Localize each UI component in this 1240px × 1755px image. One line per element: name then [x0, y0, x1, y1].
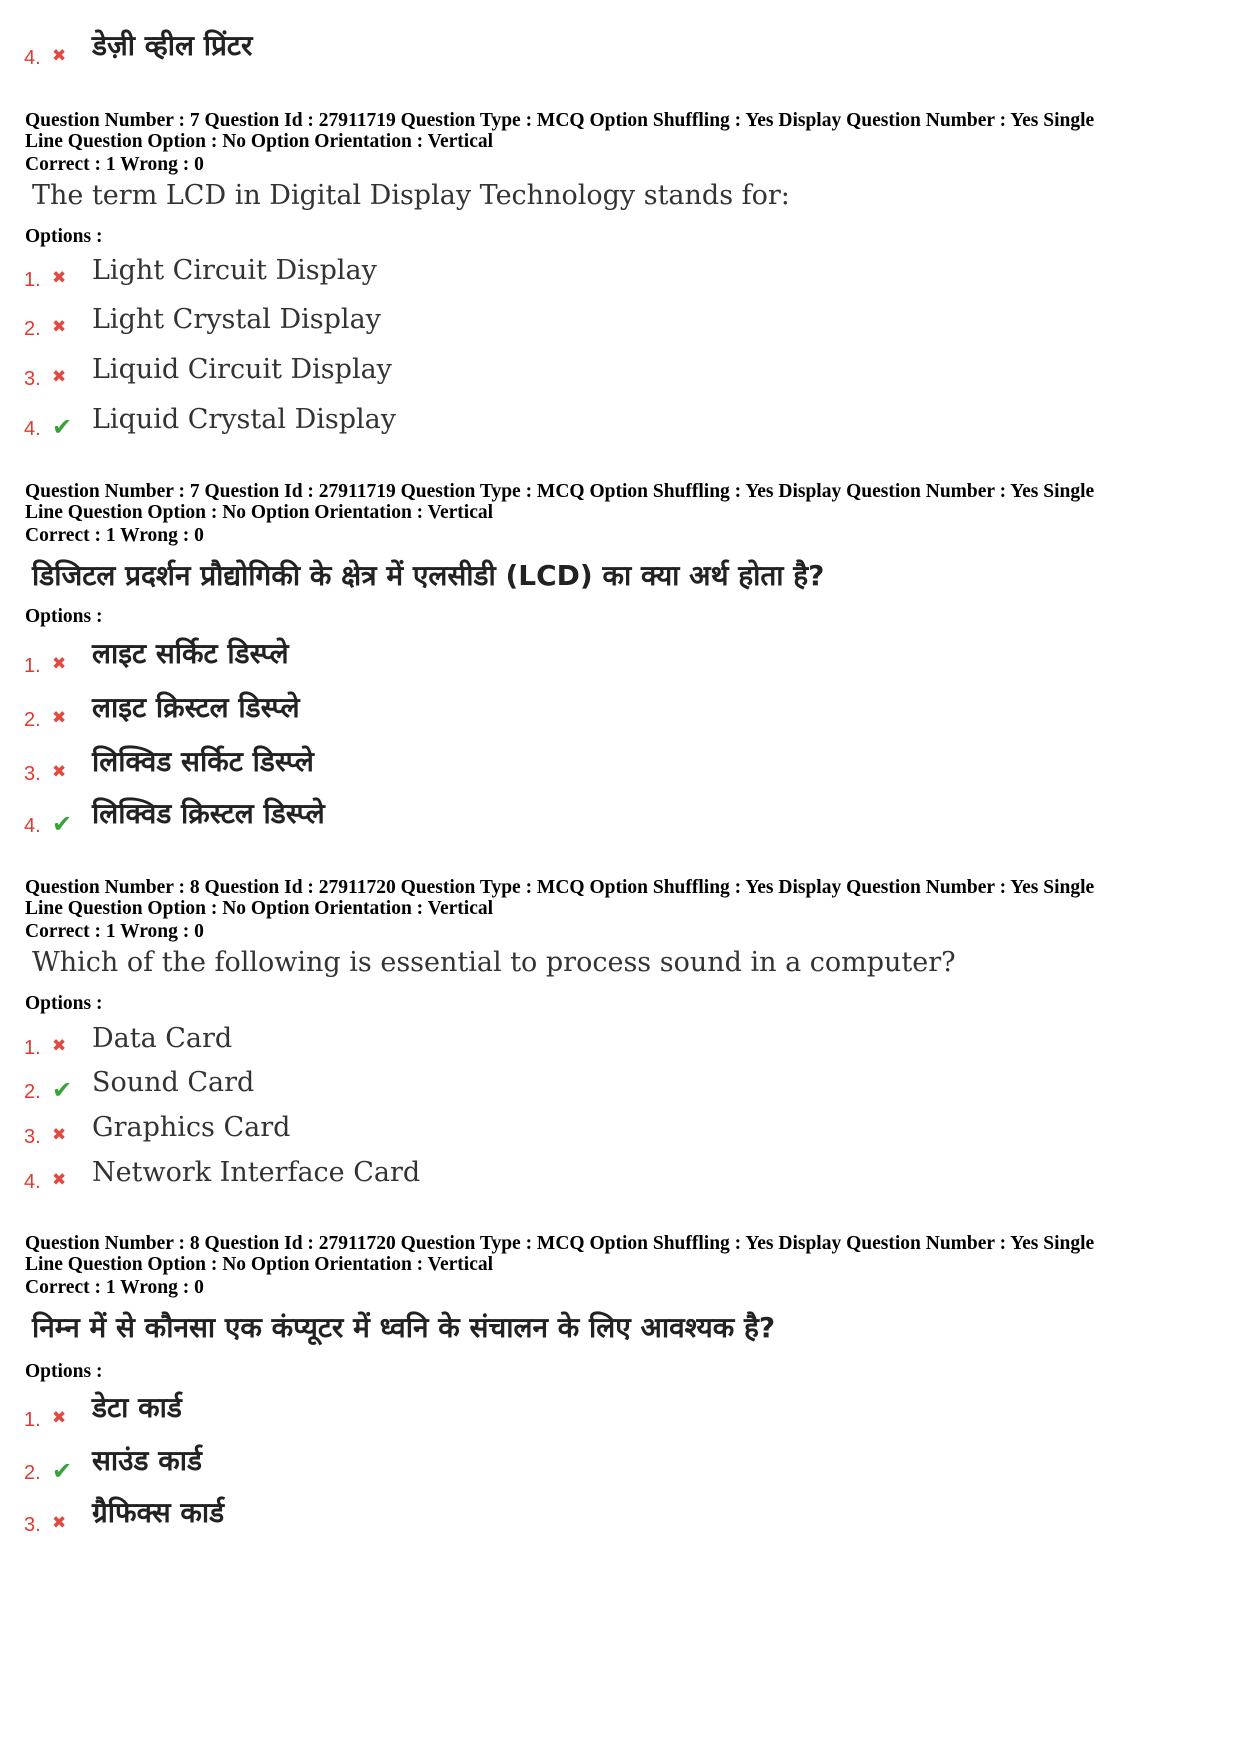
- option-text: डेटा कार्ड: [92, 1391, 182, 1424]
- option-row: [22, 1497, 1122, 1537]
- cross-icon: ✖: [52, 1513, 67, 1533]
- option-row: [22, 1020, 1122, 1060]
- cross-icon: ✖: [52, 708, 67, 728]
- option-row: [22, 1064, 1122, 1104]
- option-text: Liquid Crystal Display: [92, 404, 396, 435]
- cross-icon: ✖: [52, 268, 67, 288]
- option-text: Light Crystal Display: [92, 304, 381, 335]
- option-number: 1.: [24, 1037, 41, 1059]
- question-text: निम्न में से कौनसा एक कंप्यूटर में ध्वनि के संचालन के लिए आवश्यक है?: [32, 1311, 776, 1344]
- question-text: डिजिटल प्रदर्शन प्रौद्योगिकी के क्षेत्र में एलसीडी (LCD) का क्या अर्थ होता है?: [32, 559, 825, 592]
- option-row: [22, 638, 1122, 678]
- option-number: 1.: [24, 269, 41, 291]
- option-row: [22, 1154, 1122, 1194]
- option-number: 2.: [24, 1081, 41, 1103]
- marking-scheme: Correct : 1 Wrong : 0: [25, 154, 204, 175]
- option-number: 4.: [24, 815, 41, 837]
- option-number: 3.: [24, 1514, 41, 1536]
- option-number: 2.: [24, 318, 41, 340]
- option-row: [22, 252, 1122, 292]
- option-text: लाइट सर्किट डिस्प्ले: [92, 637, 289, 670]
- option-row: [22, 1109, 1122, 1149]
- check-icon: ✔: [52, 1076, 73, 1104]
- option-number: 1.: [24, 1409, 41, 1431]
- cross-icon: ✖: [52, 1170, 67, 1190]
- question-text: The term LCD in Digital Display Technology stands for:: [32, 180, 790, 211]
- option-text: लिक्विड क्रिस्टल डिस्प्ले: [92, 797, 325, 830]
- option-number: 2.: [24, 709, 41, 731]
- cross-icon: ✖: [52, 762, 67, 782]
- option-number: 4.: [24, 1171, 41, 1193]
- question-meta: Question Number : 8 Question Id : 27911720 Question Type : MCQ Option Shuffling : Yes Display Question Number : Yes Single Line Question Option : No Option Orientation : Vertical: [25, 1233, 1095, 1275]
- cross-icon: ✖: [52, 654, 67, 674]
- check-icon: ✔: [52, 1457, 73, 1485]
- option-text: लाइट क्रिस्टल डिस्प्ले: [92, 691, 300, 724]
- marking-scheme: Correct : 1 Wrong : 0: [25, 525, 204, 546]
- option-row: [22, 1392, 1122, 1432]
- option-text: Sound Card: [92, 1067, 255, 1098]
- option-number: 2.: [24, 1462, 41, 1484]
- option-text: Graphics Card: [92, 1112, 291, 1143]
- option-text: Data Card: [92, 1023, 233, 1054]
- question-meta: Question Number : 7 Question Id : 27911719 Question Type : MCQ Option Shuffling : Yes Display Question Number : Yes Single Line Question Option : No Option Orientation : Vertical: [25, 481, 1095, 523]
- option-row: [22, 1445, 1122, 1485]
- options-label: Options :: [25, 993, 103, 1014]
- check-icon: ✔: [52, 413, 73, 441]
- option-row: [22, 401, 1122, 441]
- option-number: 4.: [24, 47, 41, 69]
- cross-icon: ✖: [52, 1125, 67, 1145]
- options-label: Options :: [25, 1361, 103, 1382]
- option-row: [22, 798, 1122, 838]
- option-text: डेज़ी व्हील प्रिंटर: [92, 29, 253, 62]
- option-text: ग्रैफिक्स कार्ड: [92, 1496, 225, 1529]
- cross-icon: ✖: [52, 1408, 67, 1428]
- options-label: Options :: [25, 606, 103, 627]
- check-icon: ✔: [52, 810, 73, 838]
- option-row: [22, 30, 1122, 70]
- option-text: लिक्विड सर्किट डिस्प्ले: [92, 745, 314, 778]
- cross-icon: ✖: [52, 317, 67, 337]
- cross-icon: ✖: [52, 46, 67, 66]
- option-number: 3.: [24, 368, 41, 390]
- question-text: Which of the following is essential to process sound in a computer?: [32, 947, 956, 978]
- options-label: Options :: [25, 226, 103, 247]
- option-row: [22, 692, 1122, 732]
- option-number: 1.: [24, 655, 41, 677]
- option-text: Liquid Circuit Display: [92, 354, 392, 385]
- option-number: 3.: [24, 763, 41, 785]
- option-row: [22, 301, 1122, 341]
- question-meta: Question Number : 7 Question Id : 27911719 Question Type : MCQ Option Shuffling : Yes Display Question Number : Yes Single Line Question Option : No Option Orientation : Vertical: [25, 110, 1095, 152]
- option-number: 4.: [24, 418, 41, 440]
- option-text: Light Circuit Display: [92, 255, 377, 286]
- marking-scheme: Correct : 1 Wrong : 0: [25, 921, 204, 942]
- cross-icon: ✖: [52, 367, 67, 387]
- option-text: साउंड कार्ड: [92, 1444, 202, 1477]
- marking-scheme: Correct : 1 Wrong : 0: [25, 1277, 204, 1298]
- option-row: [22, 351, 1122, 391]
- option-number: 3.: [24, 1126, 41, 1148]
- cross-icon: ✖: [52, 1036, 67, 1056]
- question-meta: Question Number : 8 Question Id : 27911720 Question Type : MCQ Option Shuffling : Yes Display Question Number : Yes Single Line Question Option : No Option Orientation : Vertical: [25, 877, 1095, 919]
- option-row: [22, 746, 1122, 786]
- option-text: Network Interface Card: [92, 1157, 421, 1188]
